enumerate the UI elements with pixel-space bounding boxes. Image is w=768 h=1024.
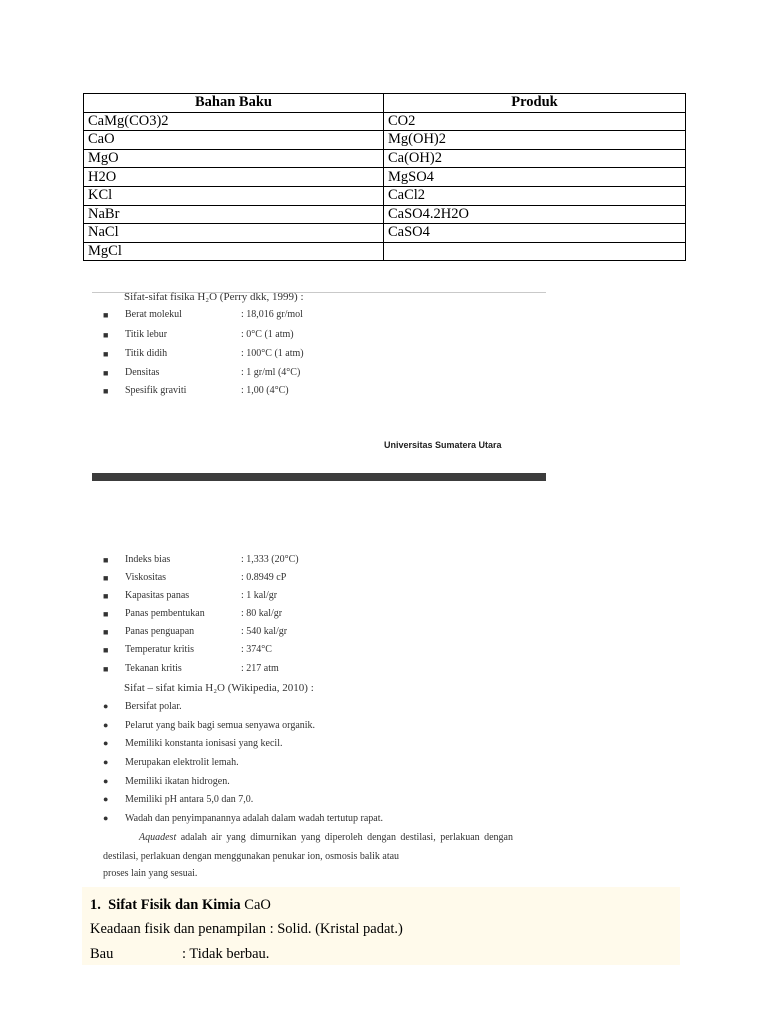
list-item: ● Pelarut yang baik bagi semua senyawa organik. [103, 716, 315, 735]
bullet-icon: ● [103, 720, 109, 730]
table-row [84, 224, 686, 243]
cell: Ca(OH)2 [384, 149, 686, 168]
list-item: ● Merupakan elektrolit lemah. [103, 753, 239, 772]
bullet-icon: ● [103, 738, 109, 748]
cell: CaO [84, 131, 384, 150]
bullet-icon: ■ [103, 310, 109, 320]
aquadest-term: Aquadest [139, 832, 177, 843]
cell: CaCl2 [384, 186, 686, 205]
list-item: ● Memiliki pH antara 5,0 dan 7,0. [103, 790, 253, 809]
cell: NaBr [84, 205, 384, 224]
bullet-icon: ■ [103, 664, 109, 674]
cell: MgO [84, 149, 384, 168]
cell: KCl [84, 186, 384, 205]
odor-line: Bau : Tidak berbau. [90, 946, 270, 962]
table-row [84, 149, 686, 168]
list-item: ● Wadah dan penyimpanannya adalah dalam wadah tertutup rapat. [103, 809, 383, 828]
cell: MgCl [84, 242, 384, 261]
cell: NaCl [84, 224, 384, 243]
cell: CaMg(CO3)2 [84, 112, 384, 131]
bullet-icon: ■ [103, 573, 109, 583]
bullet-icon: ● [103, 701, 109, 711]
table-row [84, 205, 686, 224]
list-item: ● Memiliki ikatan hidrogen. [103, 772, 230, 791]
cell [384, 242, 686, 261]
physical-state-line: Keadaan fisik dan penampilan : Solid. (Kristal padat.) [90, 921, 403, 937]
cell: MgSO4 [384, 168, 686, 187]
bullet-icon: ● [103, 776, 109, 786]
bullet-icon: ■ [103, 386, 109, 396]
cao-properties-section [82, 887, 680, 965]
table-row [84, 168, 686, 187]
cell: CaSO4 [384, 224, 686, 243]
bullet-icon: ■ [103, 349, 109, 359]
aquadest-paragraph: Aquadest adalah air yang dimurnikan yang diperoleh dengan destilasi, perlakuan dengan destilasi, perlakuan dengan menggunakan penukar ion, osmosis balik atau [103, 832, 513, 862]
cell: CaSO4.2H2O [384, 205, 686, 224]
physical-heading: Sifat-sifat fisika H₂O (Perry dkk, 1999) : [124, 291, 304, 303]
raw-material-product-table [83, 93, 686, 261]
header-produk: Produk [384, 94, 686, 113]
table-row [84, 112, 686, 131]
cell: Mg(OH)2 [384, 131, 686, 150]
list-item: ● Bersifat polar. [103, 697, 182, 716]
university-footer: Universitas Sumatera Utara [384, 440, 502, 450]
bullet-icon: ■ [103, 645, 109, 655]
page-break-bar [92, 473, 546, 481]
header-bahan-baku: Bahan Baku [84, 94, 384, 113]
bullet-icon: ● [103, 794, 109, 804]
bullet-icon: ■ [103, 627, 109, 637]
list-item: ● Memiliki konstanta ionisasi yang kecil. [103, 734, 282, 753]
bullet-icon: ● [103, 813, 109, 823]
cut-off-line: proses lain yang sesuai. [103, 868, 198, 879]
table-row [84, 186, 686, 205]
bullet-icon: ■ [103, 555, 109, 565]
bullet-icon: ■ [103, 591, 109, 601]
table-row [84, 242, 686, 261]
section-title: 1. Sifat Fisik dan Kimia CaO [90, 897, 271, 913]
table-row [84, 131, 686, 150]
table-header-row [84, 94, 686, 113]
bullet-icon: ■ [103, 368, 109, 378]
bullet-icon: ● [103, 757, 109, 767]
cell: H2O [84, 168, 384, 187]
cell: CO2 [384, 112, 686, 131]
bullet-icon: ■ [103, 609, 109, 619]
bullet-icon: ■ [103, 330, 109, 340]
chemical-heading: Sifat – sifat kimia H₂O (Wikipedia, 2010) : [124, 682, 314, 694]
